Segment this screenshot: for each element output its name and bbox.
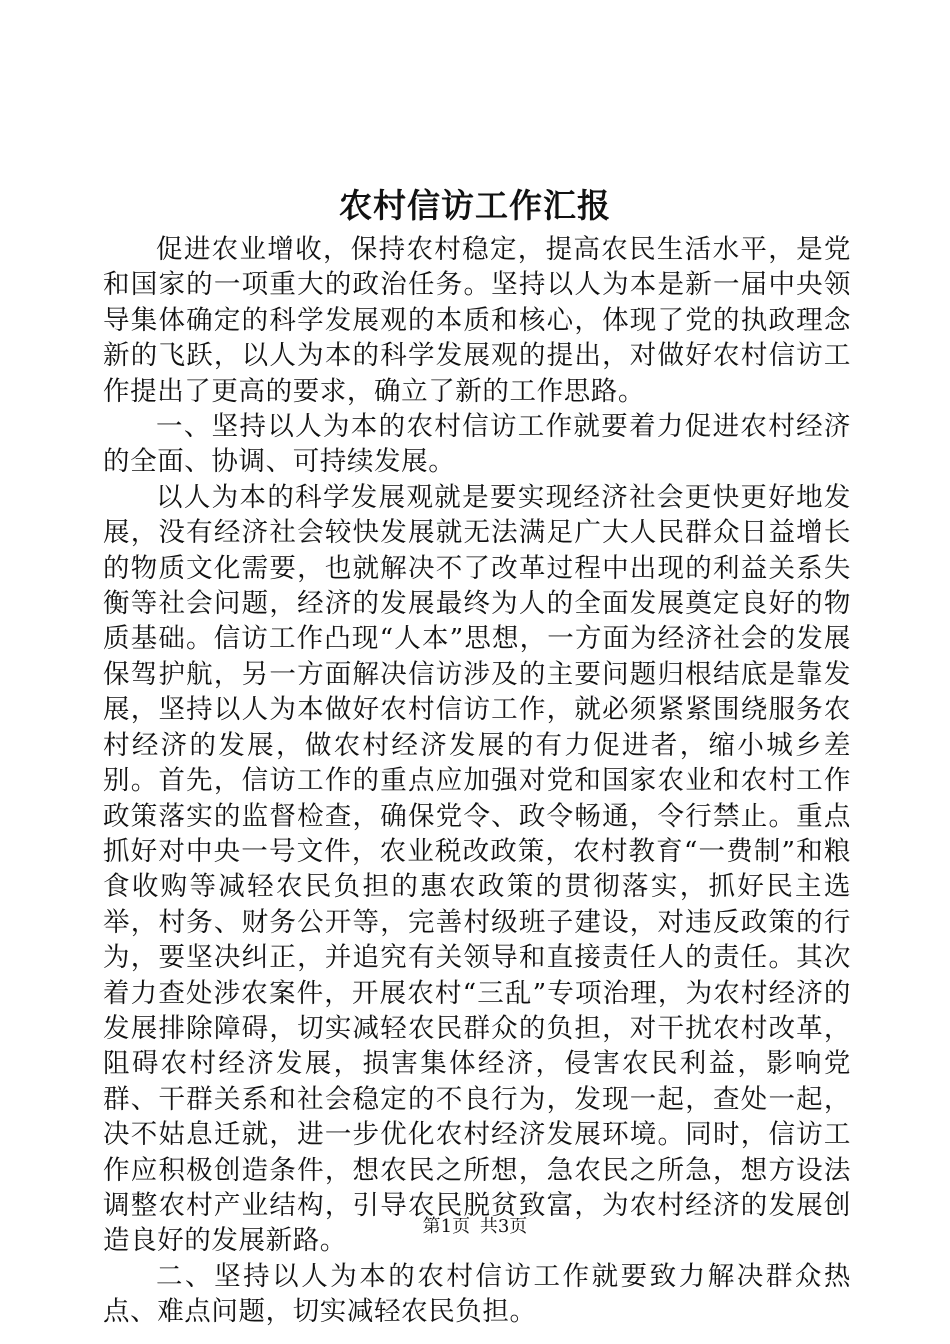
page-footer xyxy=(0,1215,950,1239)
paragraph-heading-two: 二、坚持以人为本的农村信访工作就要致力解决群众热点、难点问题，切实减轻农民负担。 xyxy=(103,1260,851,1328)
page-number: 第1页 xyxy=(422,1216,471,1237)
page-total: 共3页 xyxy=(479,1216,528,1237)
paragraph-intro: 促进农业增收，保持农村稳定，提高农民生活水平，是党和国家的一项重大的政治任务。坚持以人为本是新一届中央领导集体确定的科学发展观的本质和核心，体现了党的执政理念新的飞跃，以人为本的科学发展观的提出，对做好农村信访工作提出了更高的要求，确立了新的工作思路。 xyxy=(103,234,851,407)
paragraph-heading-one: 一、坚持以人为本的农村信访工作就要着力促进农村经济的全面、协调、可持续发展。 xyxy=(103,411,851,478)
paragraph-section-one-body: 以人为本的科学发展观就是要实现经济社会更快更好地发展，没有经济社会较快发展就无法满足广大人民群众日益增长的物质文化需要，也就解决不了改革过程中出现的利益关系失衡等社会问题，经济的发展最终为人的全面发展奠定良好的物质基础。信访工作凸现“人本”思想，一方面为经济社会的发展保驾护航，另一方面解决信访涉及的主要问题归根结底是靠发展，坚持以人为本做好农村信访工作，就必须紧紧围绕服务农村经济的发展，做农村经济发展的有力促进者，缩小城乡差别。首先，信访工作的重点应加强对党和国家农业和农村工作政策落实的监督检查，确保党令、政令畅通，令行禁止。重点抓好对中央一号文件，农业税改政策，农村教育“一费制”和粮食收购等减轻农民负担的惠农政策的贯彻落实，抓好民主选举，村务、财务公开等，完善村级班子建设，对违反政策的行为，要坚决纠正，并追究有关领导和直接责任人的责任。其次着力查处涉农案件，开展农村“三乱”专项治理，为农村经济的发展排除障碍，切实减轻农民群众的负担，对干扰农村改革，阻碍农村经济发展，损害集体经济，侵害农民利益，影响党群、干群关系和社会稳定的不良行为，发现一起，查处一起，决不姑息迁就，进一步优化农村经济发展环境。同时，信访工作应积极创造条件，想农民之所想，急农民之所急，想方设法调整农村产业结构，引导农民脱贫致富，为农村经济的发展创造良好的发展新路。 xyxy=(103,481,851,1257)
document-body xyxy=(103,232,851,1330)
document-title: 农村信访工作汇报 xyxy=(339,186,611,225)
